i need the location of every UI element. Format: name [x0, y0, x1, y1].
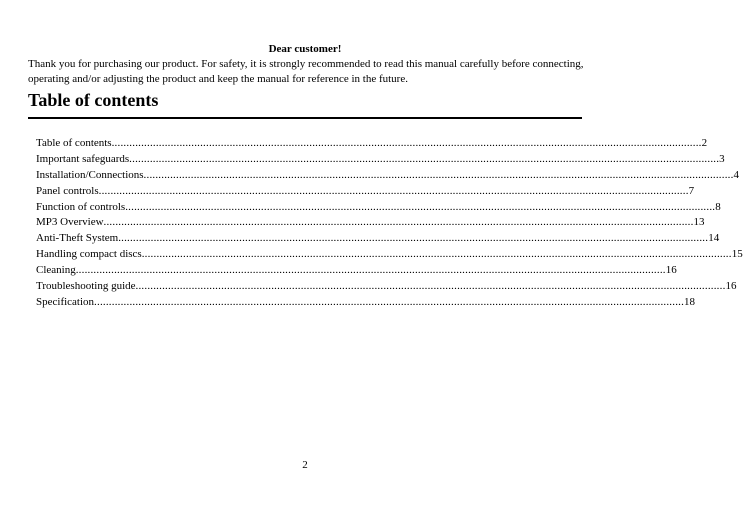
toc-entry-title: Troubleshooting guide	[36, 280, 136, 293]
greeting-heading: Dear customer!	[268, 43, 342, 55]
toc-entry[interactable]	[36, 295, 696, 312]
toc-entry-title: Panel controls	[36, 184, 99, 197]
toc-entry[interactable]	[36, 184, 695, 201]
toc-entry-page: 8	[715, 200, 721, 213]
toc-entry[interactable]	[36, 152, 725, 169]
toc-leader-dots: ........................................................................................................................................................................................................	[111, 137, 702, 149]
toc-leader-dots: ........................................................................................................................................................................................................	[103, 216, 694, 229]
toc-entry-title: MP3 Overview	[36, 216, 104, 229]
page-number: 2	[302, 459, 308, 471]
toc-entry-page: 18	[684, 295, 696, 308]
toc-entry-page: 14	[708, 232, 720, 245]
toc-entry-title: Installation/Connections	[36, 168, 144, 181]
toc-entry[interactable]	[36, 264, 677, 280]
toc-entry-page: 16	[725, 280, 737, 293]
toc-entry-title: Function of controls	[36, 200, 126, 213]
toc-entry-title: Important safeguards	[36, 152, 130, 165]
toc-entry-page: 4	[733, 168, 740, 181]
toc-list	[36, 137, 743, 312]
heading-divider	[28, 117, 582, 119]
toc-leader-dots: ........................................................................................................................................................................................................	[141, 248, 732, 261]
toc-entry-title: Cleaning	[36, 264, 76, 277]
toc-leader-dots: ........................................................................................................................................................................................................	[118, 232, 709, 245]
toc-entry[interactable]	[36, 280, 737, 296]
toc-heading: Table of contents	[28, 90, 159, 110]
toc-leader-dots: ........................................................................................................................................................................................................	[94, 295, 685, 308]
toc-entry-page: 16	[665, 264, 677, 277]
toc-entry[interactable]	[36, 200, 721, 217]
toc-entry-page: 13	[693, 216, 705, 229]
toc-leader-dots: ........................................................................................................................................................................................................	[125, 200, 716, 213]
toc-entry[interactable]	[36, 168, 740, 185]
toc-leader-dots: ........................................................................................................................................................................................................	[75, 264, 666, 277]
toc-leader-dots: ........................................................................................................................................................................................................	[135, 280, 726, 293]
toc-leader-dots: ........................................................................................................................................................................................................	[143, 168, 734, 181]
toc-entry-title: Table of contents	[36, 137, 112, 149]
toc-leader-dots: ........................................................................................................................................................................................................	[98, 184, 689, 197]
toc-entry[interactable]	[36, 216, 705, 232]
toc-entry[interactable]	[36, 137, 708, 153]
toc-entry-page: 3	[719, 152, 725, 165]
toc-entry-page: 7	[688, 184, 695, 197]
intro-paragraph: Thank you for purchasing our product. For safety, it is strongly recommended to read this manual carefully before connecting, operating and/or adjusting the product and keep the manual for reference in the future.	[28, 58, 584, 85]
toc-entry-page: 2	[701, 137, 708, 149]
toc-entry[interactable]	[36, 232, 720, 248]
toc-leader-dots: ........................................................................................................................................................................................................	[129, 152, 720, 165]
toc-entry[interactable]	[36, 248, 743, 264]
toc-entry-title: Anti-Theft System	[36, 232, 119, 245]
toc-entry-title: Specification	[36, 295, 95, 308]
toc-entry-page: 15	[731, 248, 743, 261]
toc-entry-title: Handling compact discs	[36, 248, 142, 261]
